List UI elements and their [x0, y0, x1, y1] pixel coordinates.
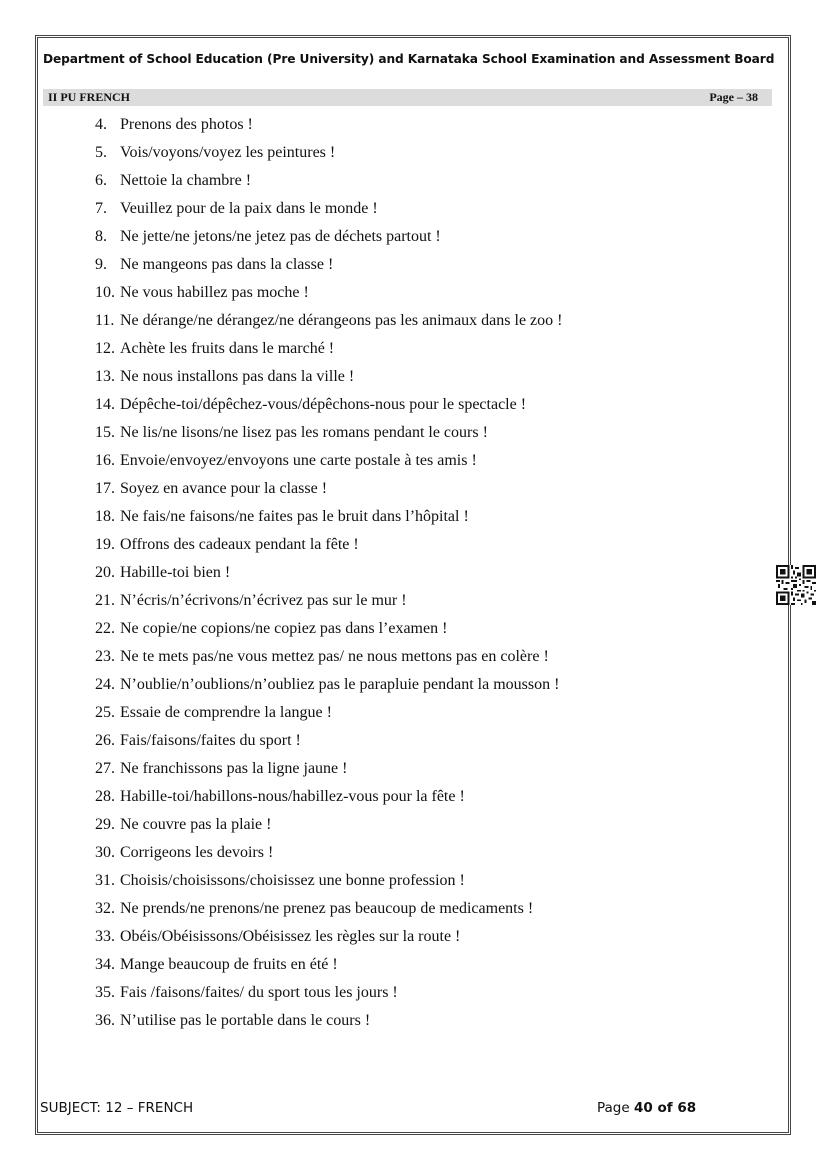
list-item-number: 16. — [95, 452, 115, 469]
list-item-text: Achète les fruits dans le marché ! — [120, 340, 335, 357]
list-item-text: N’oublie/n’oublions/n’oubliez pas le parapluie pendant la mousson ! — [120, 676, 560, 693]
list-item — [95, 842, 562, 870]
list-item-number: 15. — [95, 424, 115, 441]
list-item-number: 35. — [95, 984, 115, 1001]
footer-subject: SUBJECT: 12 – FRENCH — [40, 1100, 194, 1116]
list-item-text: Essaie de comprendre la langue ! — [120, 704, 332, 721]
list-item-text: Corrigeons les devoirs ! — [120, 844, 274, 861]
header-page-label: Page – 38 — [709, 90, 758, 104]
list-item-text: Ne prends/ne prenons/ne prenez pas beaucoup de medicaments ! — [120, 900, 534, 917]
list-item — [95, 142, 562, 170]
list-item-number: 4. — [95, 116, 107, 133]
list-item — [95, 506, 562, 534]
footer-page-of: of — [652, 1100, 678, 1116]
list-item-text: Ne jette/ne jetons/ne jetez pas de déchets partout ! — [120, 228, 441, 245]
list-item-number: 30. — [95, 844, 115, 861]
list-item-text: Ne franchissons pas la ligne jaune ! — [120, 760, 348, 777]
list-item-text: Ne nous installons pas dans la ville ! — [120, 368, 355, 385]
list-item-text: Veuillez pour de la paix dans le monde ! — [120, 200, 378, 217]
list-item-text: Fais /faisons/faites/ du sport tous les jours ! — [120, 984, 398, 1001]
list-item — [95, 394, 562, 422]
list-item-number: 26. — [95, 732, 115, 749]
list-item-number: 31. — [95, 872, 115, 889]
list-item — [95, 1010, 562, 1038]
list-item — [95, 758, 562, 786]
list-item-text: Ne vous habillez pas moche ! — [120, 284, 309, 301]
list-item-number: 34. — [95, 956, 115, 973]
list-item — [95, 870, 562, 898]
list-item-text: N’écris/n’écrivons/n’écrivez pas sur le mur ! — [120, 592, 407, 609]
department-header: Department of School Education (Pre University) and Karnataka School Examination and Assessment Board — [43, 52, 775, 66]
list-item-number: 33. — [95, 928, 115, 945]
list-item — [95, 478, 562, 506]
list-item-number: 12. — [95, 340, 115, 357]
list-item-text: Ne lis/ne lisons/ne lisez pas les romans pendant le cours ! — [120, 424, 488, 441]
list-item — [95, 786, 562, 814]
list-item — [95, 954, 562, 982]
list-item-number: 17. — [95, 480, 115, 497]
list-item-number: 22. — [95, 620, 115, 637]
list-item — [95, 254, 562, 282]
list-item — [95, 198, 562, 226]
subheader-bar — [43, 89, 772, 106]
list-item-number: 6. — [95, 172, 107, 189]
list-item-number: 10. — [95, 284, 115, 301]
list-item-text: Ne dérange/ne dérangez/ne dérangeons pas les animaux dans le zoo ! — [120, 312, 563, 329]
list-item-text: Prenons des photos ! — [120, 116, 253, 133]
list-item-text: Ne mangeons pas dans la classe ! — [120, 256, 334, 273]
list-item — [95, 982, 562, 1010]
list-item — [95, 226, 562, 254]
list-item-text: Vois/voyons/voyez les peintures ! — [120, 144, 336, 161]
list-item-number: 24. — [95, 676, 115, 693]
qr-code-icon — [776, 565, 816, 605]
list-item-text: Habille-toi/habillons-nous/habillez-vous pour la fête ! — [120, 788, 465, 805]
list-item-text: Habille-toi bien ! — [120, 564, 231, 581]
footer-page-total: 68 — [677, 1100, 697, 1116]
list-item — [95, 590, 562, 618]
course-label: II PU FRENCH — [48, 90, 131, 104]
list-item — [95, 366, 562, 394]
list-item-text: Fais/faisons/faites du sport ! — [120, 732, 301, 749]
list-item — [95, 534, 562, 562]
list-item-number: 27. — [95, 760, 115, 777]
list-item — [95, 618, 562, 646]
list-item-number: 11. — [95, 312, 115, 329]
list-item-text: Soyez en avance pour la classe ! — [120, 480, 328, 497]
footer-page-prefix: Page — [597, 1100, 634, 1116]
list-item-text: Offrons des cadeaux pendant la fête ! — [120, 536, 359, 553]
list-item-text: Ne copie/ne copions/ne copiez pas dans l’examen ! — [120, 620, 448, 637]
list-item-number: 32. — [95, 900, 115, 917]
list-item-number: 28. — [95, 788, 115, 805]
list-item — [95, 646, 562, 674]
list-item — [95, 814, 562, 842]
list-item — [95, 338, 562, 366]
list-item — [95, 282, 562, 310]
list-item-text: Ne couvre pas la plaie ! — [120, 816, 272, 833]
list-item-number: 36. — [95, 1012, 115, 1029]
list-item-number: 25. — [95, 704, 115, 721]
list-item-number: 19. — [95, 536, 115, 553]
list-item-number: 29. — [95, 816, 115, 833]
list-item-text: Obéis/Obéisissons/Obéisissez les règles sur la route ! — [120, 928, 461, 945]
list-item — [95, 114, 562, 142]
list-item-text: Choisis/choisissons/choisissez une bonne profession ! — [120, 872, 465, 889]
list-item-number: 23. — [95, 648, 115, 665]
list-item-text: Dépêche-toi/dépêchez-vous/dépêchons-nous pour le spectacle ! — [120, 396, 527, 413]
list-item — [95, 310, 562, 338]
list-item-number: 13. — [95, 368, 115, 385]
footer-page-current: 40 — [633, 1100, 653, 1116]
list-item-number: 9. — [95, 256, 107, 273]
list-item — [95, 450, 562, 478]
list-item-number: 7. — [95, 200, 107, 217]
list-item-number: 8. — [95, 228, 107, 245]
list-item-number: 20. — [95, 564, 115, 581]
list-item — [95, 702, 562, 730]
list-item — [95, 730, 562, 758]
list-item — [95, 562, 562, 590]
list-item — [95, 674, 562, 702]
list-item-number: 18. — [95, 508, 115, 525]
answer-list — [95, 114, 562, 1038]
list-item-number: 5. — [95, 144, 107, 161]
list-item — [95, 170, 562, 198]
footer-page-counter — [597, 1100, 696, 1116]
list-item-text: Ne fais/ne faisons/ne faites pas le bruit dans l’hôpital ! — [120, 508, 469, 525]
list-item-number: 14. — [95, 396, 115, 413]
list-item-text: Mange beaucoup de fruits en été ! — [120, 956, 338, 973]
list-item-text: N’utilise pas le portable dans le cours ! — [120, 1012, 371, 1029]
list-item-text: Nettoie la chambre ! — [120, 172, 252, 189]
list-item — [95, 898, 562, 926]
list-item — [95, 422, 562, 450]
list-item — [95, 926, 562, 954]
list-item-number: 21. — [95, 592, 115, 609]
list-item-text: Ne te mets pas/ne vous mettez pas/ ne nous mettons pas en colère ! — [120, 648, 549, 665]
list-item-text: Envoie/envoyez/envoyons une carte postale à tes amis ! — [120, 452, 477, 469]
